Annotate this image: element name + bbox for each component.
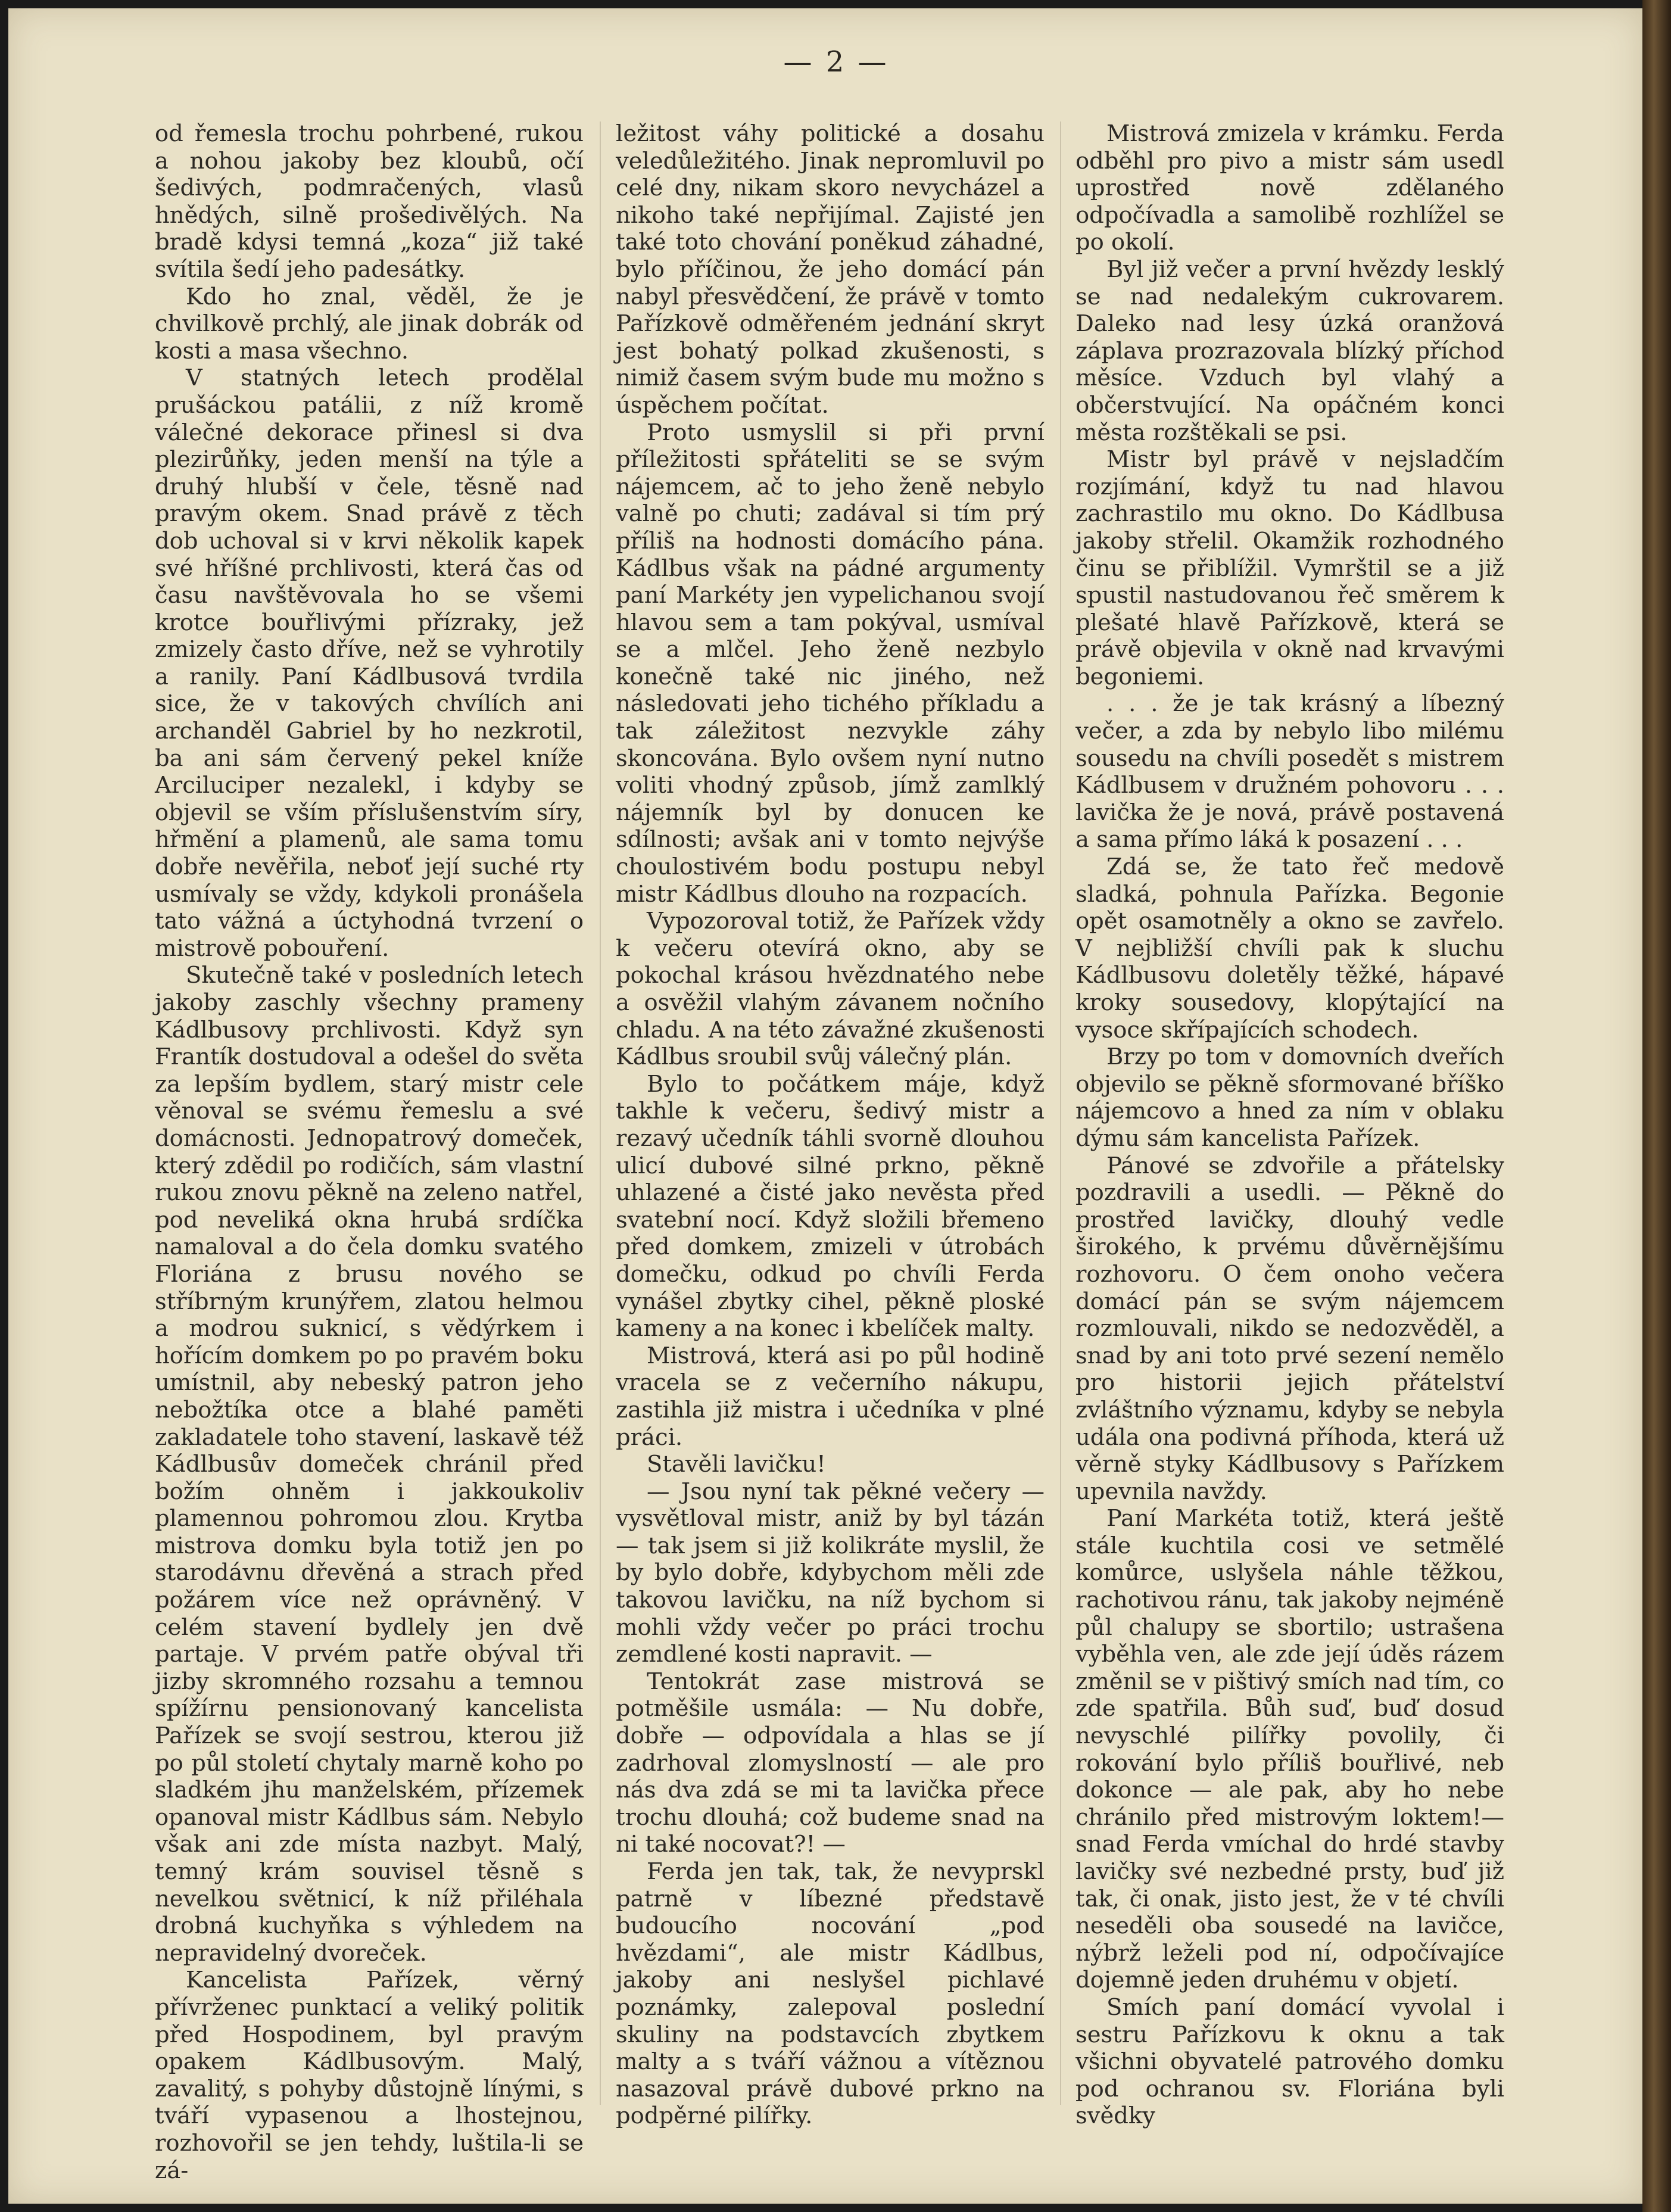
paragraph: Kdo ho znal, věděl, že je chvilkově prchlý, ale jinak dobrák od kosti a masa všechno. — [155, 283, 584, 364]
paragraph: V statných letech prodělal prušáckou patálii, z níž kromě válečné dekorace přinesl si dva plezirůňky, jeden menší na týle a druhý hlubší v čele, těsně nad pravým okem. Snad právě z těch dob uchoval si v krvi několik kapek své hříšné prchlivosti, která čas od času navštěvovala ho se všemi krotce bouřlivými přízraky, jež zmizely často dříve, než se vyhrotily a ranily. Paní Kádlbusová tvrdila sice, že v takových chvílích ani archanděl Gabriel by ho nezkrotil, ba ani sám červený pekel kníže Arciluciper nezalekl, i kdyby se objevil se vším příslušenstvím síry, hřmění a plamenů, ale sama tomu dobře nevěřila, neboť její suché rty usmívaly se vždy, kdykoli pronášela tato vážná a úctyhodná tvrzení o mistrově pobouření. — [155, 364, 584, 962]
paragraph: Bylo to počátkem máje, když takhle k večeru, šedivý mistr a rezavý učedník táhli svorně dlouhou ulicí dubové silné prkno, pěkně uhlazené a čisté jako nevěsta před svatební nocí. Když složili břemeno před domkem, zmizeli v útrobách domečku, odkud po chvíli Ferda vynášel zbytky cihel, pěkně ploské kameny a na konec i kbelíček malty. — [616, 1070, 1045, 1342]
paragraph: Brzy po tom v domovních dveřích objevilo se pěkně sformované bříško nájemcovo a hned za ním v oblaku dýmu sám kancelista Pařízek. — [1075, 1043, 1504, 1152]
page-binding-edge — [1642, 0, 1671, 2212]
paragraph: Mistrová, která asi po půl hodině vracela se z večerního nákupu, zastihla již mistra i učedníka v plné práci. — [616, 1342, 1045, 1451]
paragraph: Ferda jen tak, tak, že nevyprskl patrně v líbezné představě budoucího nocování „pod hvězdami“, ale mistr Kádlbus, jakoby ani neslyšel pichlavé poznámky, zalepoval poslední skuliny na podstavcích zbytkem malty a s tváří vážnou a vítěznou nasazoval právě dubové prkno na podpěrné pilířky. — [616, 1858, 1045, 2130]
paragraph: Tentokrát zase mistrová se potměšile usmála: — Nu dobře, dobře — odpovídala a hlas se jí zadrhoval zlomyslností — ale pro nás dva zdá se mi ta lavička přece trochu dlouhá; což budeme snad na ni také nocovat?! — — [616, 1668, 1045, 1858]
paragraph: Kancelista Pařízek, věrný přívrženec punktací a veliký politik před Hospodinem, byl pravým opakem Kádlbusovým. Malý, zavalitý, s pohyby důstojně línými, s tváří vypasenou a lhostejnou, rozhovořil se jen tehdy, luštila-li se zá- — [155, 1967, 584, 2184]
column-divider — [600, 121, 601, 2105]
paragraph: Vypozoroval totiž, že Pařízek vždy k večeru otevírá okno, aby se pokochal krásou hvězdnatého nebe a osvěžil vlahým závanem nočního chladu. A na této závažné zkušenosti Kádlbus sroubil svůj válečný plán. — [616, 908, 1045, 1071]
paragraph: Pánové se zdvořile a přátelsky pozdravili a usedli. — Pěkně do prostřed lavičky, dlouhý vedle širokého, k prvému důvěrnějšímu rozhovoru. O čem onoho večera domácí pán se svým nájemcem rozmlouvali, nikdo se nedozvěděl, a snad by ani toto prvé sezení nemělo pro historii jejich přátelství zvláštního významu, kdyby se nebyla udála ona podivná příhoda, která už věrně styky Kádlbusovy s Pařízkem upevnila navždy. — [1075, 1152, 1504, 1505]
paragraph: Smích paní domácí vyvolal i sestru Pařízkovu k oknu a tak všichni obyvatelé patrového domku pod ochranou sv. Floriána byli svědky — [1075, 1993, 1504, 2130]
paragraph: Proto usmyslil si při první příležitosti spřáteliti se se svým nájemcem, ač to jeho ženě nebylo valně po chuti; zadával si tím prý příliš na hodnosti domácího pána. Kádlbus však na pádné argumenty paní Markéty jen vypelichanou svojí hlavou sem a tam pokýval, usmíval se a mlčel. Jeho ženě nezbylo konečně také nic jiného, než následovati jeho tichého příkladu a tak záležitost nezvykle záhy skoncována. Bylo ovšem nyní nutno voliti vhodný způsob, jímž zamlklý nájemník byl by donucen ke sdílnosti; avšak ani v tomto nejvýše choulostivém bodu postupu nebyl mistr Kádlbus dlouho na rozpacích. — [616, 419, 1045, 908]
text-column-2 — [616, 120, 1045, 2130]
paragraph: Mistrová zmizela v krámku. Ferda odběhl pro pivo a mistr sám usedl uprostřed nově zdělaného odpočívadla a samolibě rozhlížel se po okolí. — [1075, 120, 1504, 256]
paragraph: Stavěli lavičku! — [647, 1451, 826, 1478]
newspaper-page — [8, 8, 1642, 2204]
text-column-3 — [1075, 120, 1504, 2130]
text-column-1 — [155, 120, 584, 2184]
page-number: — 2 — — [783, 45, 889, 79]
paragraph: Mistr byl právě v nejsladčím rozjímání, když tu nad hlavou zachrastilo mu okno. Do Kádlbusa jakoby střelil. Okamžik rozhodného činu se přiblížil. Vymrštil se a již spustil nastudovanou řeč směrem k plešaté hlavě Pařízkově, která se právě objevila v okně nad krvavými begoniemi. — [1075, 446, 1504, 690]
column-divider — [1060, 121, 1061, 2105]
paragraph: ležitost váhy politické a dosahu veledůležitého. Jinak nepromluvil po celé dny, nikam skoro nevycházel a nikoho také nepřijímal. Zajisté jen také toto chování poněkud záhadné, bylo příčinou, že jeho domácí pán nabyl přesvědčení, že právě v tomto Pařízkově odměřeném jednání skryt jest bohatý polkad zkušenosti, s nimiž časem svým bude mu možno s úspěchem počítat. — [616, 120, 1045, 419]
paragraph: . . . že je tak krásný a líbezný večer, a zda by nebylo libo milému sousedu na chvíli posedět s mistrem Kádlbusem v družném pohovoru . . . lavička že je nová, právě postavená a sama přímo láká k posazení . . . — [1075, 690, 1504, 853]
paragraph: — Jsou nyní tak pěkné večery — vysvětloval mistr, aniž by byl tázán — tak jsem si již kolikráte myslil, že by bylo dobře, kdybychom měli zde takovou lavičku, na níž bychom si mohli vždy večer po práci trochu zemdlené kosti napravit. — — [616, 1478, 1045, 1668]
paragraph: Skutečně také v posledních letech jakoby zaschly všechny prameny Kádlbusovy prchlivosti. Když syn Frantík dostudoval a odešel do světa za lepším bydlem, starý mistr cele věnoval se svému řemeslu a své domácnosti. Jednopatrový domeček, který zdědil po rodičích, sám vlastní rukou znovu pěkně na zeleno natřel, pod neveliká okna hrubá srdíčka namaloval a do čela domku svatého Floriána z brusu nového se stříbrným krunýřem, zlatou helmou a modrou suknicí, s vědýrkem i hořícím domkem po po pravém boku umístnil, aby nebeský patron jeho nebožtíka otce a blahé paměti zakladatele toho stavení, laskavě též Kádlbusův domeček chránil před božím ohněm i jakkoukoliv plamennou pohromou zlou. Krytba mistrova domku byla totiž jen po starodávnu dřevěná a strach před požárem více než oprávněný. V celém stavení bydlely jen dvě partaje. V prvém patře obýval tři jizby skromného rozsahu a temnou spížírnu pensionovaný kancelista Pařízek se svojí sestrou, kterou již po půl století chytaly marně koho po sladkém jhu manželském, přízemek opanoval mistr Kádlbus sám. Nebylo však ani zde místa nazbyt. Malý, temný krám souvisel těsně s nevelkou světnicí, k níž přiléhala drobná kuchyňka s výhledem na nepravidelný dvoreček. — [155, 962, 584, 1967]
paragraph: Paní Markéta totiž, která ještě stále kuchtila cosi ve setmělé komůrce, uslyšela náhle těžkou, rachotivou ránu, tak jakoby nejméně půl chalupy se sbortilo; ustrašena vyběhla ven, ale zde její úděs rázem změnil se v pištivý smích nad tím, co zde spatřila. Bůh suď, buď dosud nevyschlé pilířky povolily, či rokování bylo příliš bouřlivé, neb dokonce — ale pak, aby ho nebe chránilo před mistrovým loktem!— snad Ferda vmíchal do hrdé stavby lavičky své nezbedné prsty, buď již tak, či onak, jisto jest, že v té chvíli neseděli oba sousedé na lavičce, nýbrž leželi pod ní, odpočívajíce dojemně jeden druhému v objetí. — [1075, 1505, 1504, 1994]
paragraph: Zdá se, že tato řeč medově sladká, pohnula Pařízka. Begonie opět osamotněly a okno se zavřelo. V nejbližší chvíli pak k sluchu Kádlbusovu doletěly těžké, hápavé kroky sousedovy, klopýtající na vysoce skřípajících schodech. — [1075, 853, 1504, 1043]
paragraph: Byl již večer a první hvězdy lesklý se nad nedalekým cukrovarem. Daleko nad lesy úzká oranžová záplava prozrazovala blízký příchod měsíce. Vzduch byl vlahý a občerstvující. Na opáčném konci města rozštěkali se psi. — [1075, 256, 1504, 446]
paragraph: od řemesla trochu pohrbené, rukou a nohou jakoby bez kloubů, očí šedivých, podmračených, vlasů hnědých, silně prošedivělých. Na bradě kdysi temná „koza“ již také svítila šedí jeho padesátky. — [155, 120, 584, 283]
